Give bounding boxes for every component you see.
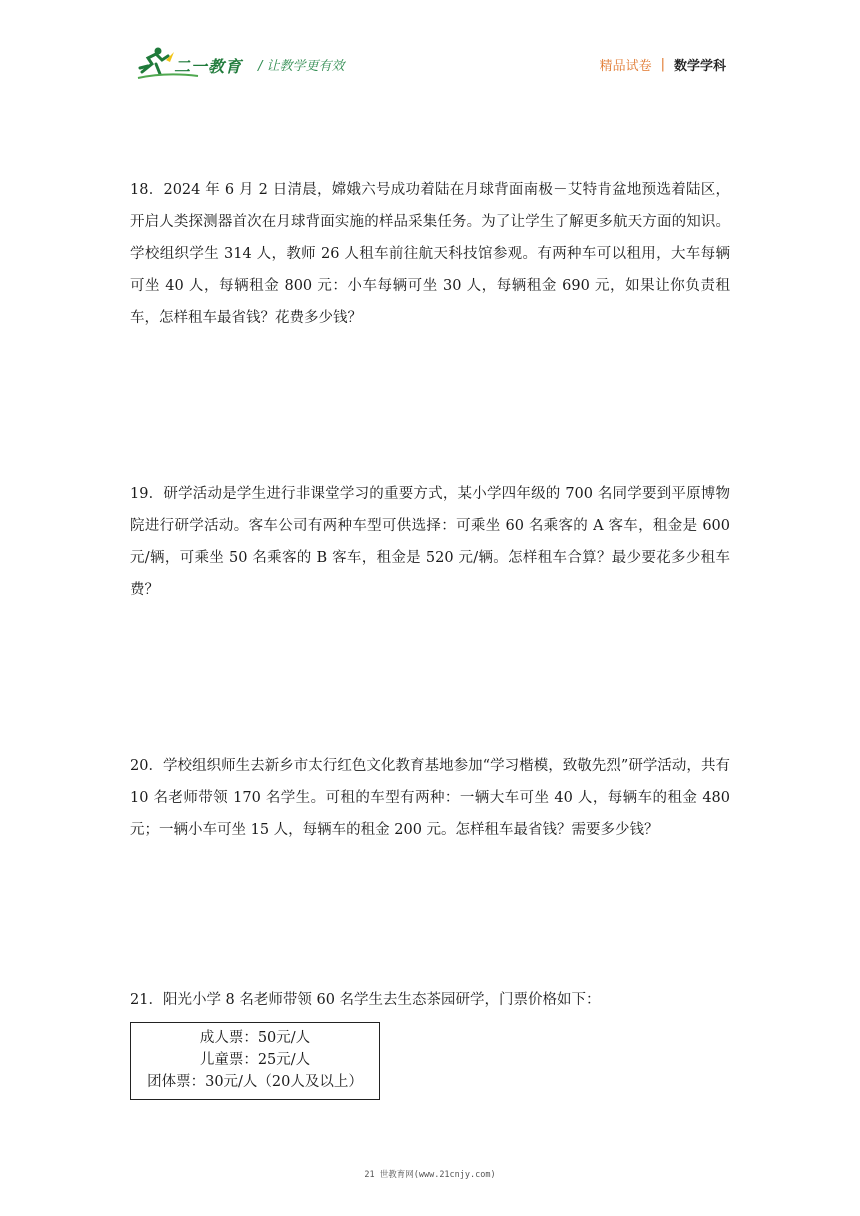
header-meta xyxy=(600,55,726,74)
subject-label: 数学学科 xyxy=(673,59,726,74)
page-footer: 21 世教育网(www.21cnjy.com) xyxy=(364,1170,496,1180)
slogan: / 让教学更有效 xyxy=(258,59,345,74)
question-21: 21．阳光小学 8 名老师带领 60 名学生去生态茶园研学，门票价格如下： xyxy=(130,992,601,1008)
ticket-price-box xyxy=(130,1022,380,1100)
adult-ticket-price: 成人票：50元/人 xyxy=(199,1030,311,1046)
paper-type-label: 精品试卷 xyxy=(599,59,652,74)
question-18: 18．2024 年 6 月 2 日清晨，嫦娥六号成功着陆在月球背面南极－艾特肯盆地预选着陆区，开启人类探测器首次在月球背面实施的样品采集任务。为了让学生了解更多航天方面的知识。学校组织学生 314 人，教师 26 人租车前往航天科技馆参观。有两种车可以租用，大车每辆可坐 40 人，每辆租金 800 元：小车每辆可坐 30 人，每辆租金 690 元，如果让你负责租车，怎样租车最省钱？花费多少钱？ xyxy=(130,182,730,326)
group-ticket-price: 团体票：30元/人（20人及以上） xyxy=(147,1074,363,1090)
question-20: 20．学校组织师生去新乡市太行红色文化教育基地参加“学习楷模，致敬先烈”研学活动，共有 10 名老师带领 170 名学生。可租的车型有两种：一辆大车可坐 40 人，每辆车的租金 480 元；一辆小车可坐 15 人，每辆车的租金 200 元。怎样租车最省钱？需要多少钱？ xyxy=(130,758,730,838)
question-19: 19．研学活动是学生进行非课堂学习的重要方式，某小学四年级的 700 名同学要到平原博物院进行研学活动。客车公司有两种车型可供选择：可乘坐 60 名乘客的 A 客车，租金是 600 元/辆，可乘坐 50 名乘客的 B 客车，租金是 520 元/辆。怎样租车合算？最少要花多少租车费？ xyxy=(130,486,730,598)
child-ticket-price: 儿童票：25元/人 xyxy=(199,1052,311,1068)
logo-text: 二一教育 xyxy=(174,57,243,76)
page-header xyxy=(0,0,860,100)
header-separator: | xyxy=(660,57,665,72)
